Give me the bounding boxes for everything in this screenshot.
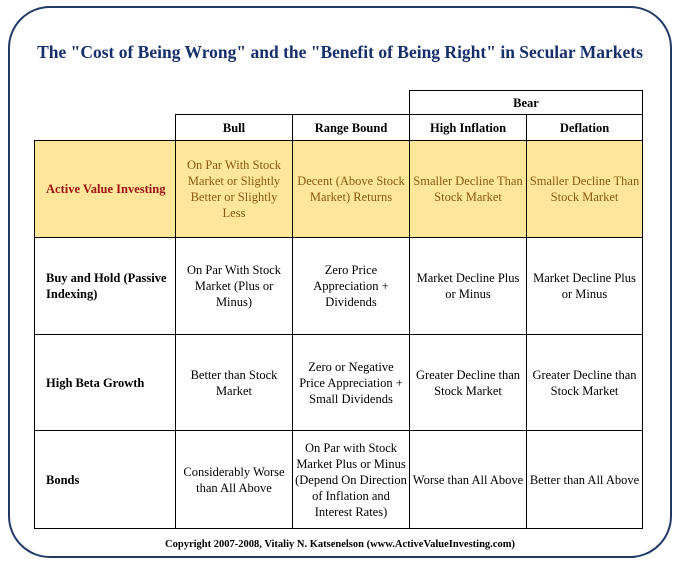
table-cell: Greater Decline than Stock Market — [410, 335, 527, 431]
table-cell: On Par With Stock Market or Slightly Better or Slightly Less — [176, 141, 293, 238]
row-label-bonds: Bonds — [35, 431, 176, 529]
header-col-high-inflation: High Inflation — [410, 115, 527, 141]
table-cell: Zero Price Appreciation + Dividends — [293, 238, 410, 335]
row-label-buy-and-hold: Buy and Hold (Passive Indexing) — [35, 238, 176, 335]
table-cell: Market Decline Plus or Minus — [410, 238, 527, 335]
table-cell: Worse than All Above — [410, 431, 527, 529]
row-label-active-value-investing: Active Value Investing — [35, 141, 176, 238]
table-cell: Zero or Negative Price Appreciation + Small Dividends — [293, 335, 410, 431]
table-cell: Better than All Above — [527, 431, 643, 529]
table-cell: On Par With Stock Market (Plus or Minus) — [176, 238, 293, 335]
copyright-footer: Copyright 2007-2008, Vitaliy N. Katsenelson (www.ActiveValueInvesting.com) — [165, 539, 515, 550]
header-col-range-bound: Range Bound — [293, 115, 410, 141]
table-cell: Better than Stock Market — [176, 335, 293, 431]
table-cell: Smaller Decline Than Stock Market — [410, 141, 527, 238]
table-cell: Smaller Decline Than Stock Market — [527, 141, 643, 238]
page-title: The "Cost of Being Wrong" and the "Benefit of Being Right" in Secular Markets — [37, 42, 643, 62]
header-corner — [35, 115, 176, 141]
table-cell: Market Decline Plus or Minus — [527, 238, 643, 335]
comparison-table — [34, 90, 643, 529]
table-cell: Greater Decline than Stock Market — [527, 335, 643, 431]
table-cell: On Par with Stock Market Plus or Minus (Depend On Direction of Inflation and Interest Rates) — [293, 431, 410, 529]
table-row — [35, 238, 643, 335]
header-group-bear: Bear — [410, 91, 643, 115]
row-label-high-beta-growth: High Beta Growth — [35, 335, 176, 431]
table-cell: Considerably Worse than All Above — [176, 431, 293, 529]
table-cell: Decent (Above Stock Market) Returns — [293, 141, 410, 238]
header-spacer — [35, 91, 410, 115]
header-col-deflation: Deflation — [527, 115, 643, 141]
table-row — [35, 335, 643, 431]
header-col-bull: Bull — [176, 115, 293, 141]
table-row — [35, 141, 643, 238]
table-row — [35, 431, 643, 529]
